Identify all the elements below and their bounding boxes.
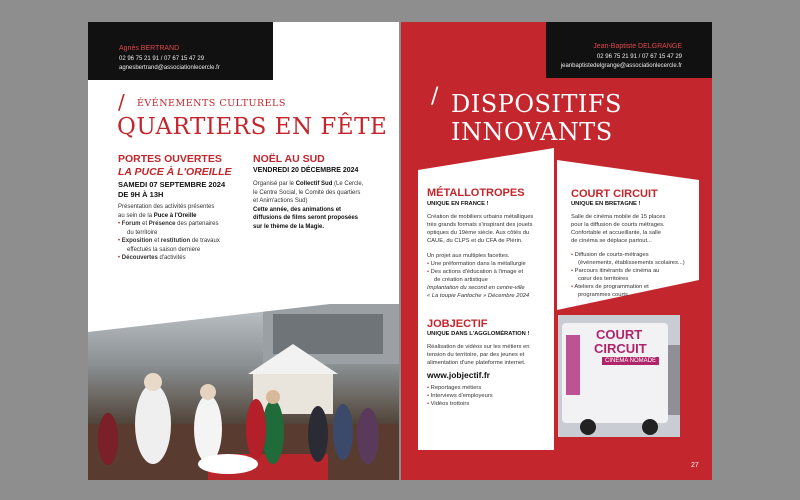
list-item: • Vidéos trottoirs	[427, 401, 470, 407]
metallotropes-sub: UNIQUE EN FRANCE !	[427, 201, 489, 207]
metallotropes-list: • Une préformation dans la métallurgie • Des actions d'éducation à l'image et de création artistique Implantation du second en centre-ville « La toupie Fantoche » Décembre 2024	[427, 261, 530, 299]
page-number: 27	[691, 462, 699, 469]
truck-label-2: CIRCUIT	[594, 341, 647, 356]
list-item: • Diffusion de courts-métrages	[571, 252, 649, 258]
portes-subheading: LA PUCE À L'OREILLE	[118, 166, 232, 178]
noel-text: Organisé par le Collectif Sud (Le Cercle, le Centre Social, le Comité des quartiers et Anim'actions Sud) Cette année, des animations et diffusions de films seront proposées sur le thème de la Magie.	[253, 181, 364, 230]
street-party-photo	[88, 304, 399, 480]
slash-ornament: /	[118, 90, 125, 114]
section-tag: ÉVÉNEMENTS CULTURELS	[137, 98, 286, 109]
list-item: • Ateliers de programmation et	[571, 284, 649, 290]
jobjectif-list	[427, 384, 493, 408]
jobjectif-link[interactable]: www.jobjectif.fr	[427, 370, 490, 380]
contact-name: Jean-Baptiste DELGRANGE	[593, 43, 682, 50]
left-page	[88, 22, 399, 480]
portes-intro: Présentation des activités présentes au sein de la Puce à l'Oreille	[118, 204, 215, 219]
jobjectif-text: Réalisation de vidéos sur les métiers en tension du territoire, par des jeunes et alimentation d'une plateforme internet.	[427, 344, 530, 366]
list-item: • Découvertes d'activités	[118, 255, 186, 261]
photo-scene	[88, 304, 399, 480]
slash-ornament: /	[431, 84, 439, 109]
contact-block-left	[88, 22, 273, 80]
metallotropes-text: Création de mobiliers urbains métalliques très grands formats s'inspirant des jouets optiques du 19ème siècle. Aux côtés du CAUE, du CLPS et du CFA de Plérin.	[427, 214, 534, 244]
portes-heading: PORTES OUVERTES	[118, 153, 222, 165]
contact-phone: 02 96 75 21 91 / 07 67 15 47 29	[596, 54, 682, 60]
court-circuit-text: Salle de cinéma mobile de 15 places pour la diffusion de courts métrages. Confortable et accueillante, la salle de cinéma se déplace partout...	[571, 214, 666, 244]
cinema-truck-photo	[558, 315, 680, 437]
contact-phone: 02 96 75 21 91 / 07 67 15 47 29	[119, 56, 205, 62]
jobjectif-sub: UNIQUE DANS L'AGGLOMÉRATION !	[427, 331, 530, 337]
noel-date: VENDREDI 20 DÉCEMBRE 2024	[253, 167, 359, 174]
contact-email[interactable]: jeanbaptistedelgrange@associationlecercle.fr	[560, 63, 682, 69]
court-circuit-heading: COURT CIRCUIT	[571, 188, 658, 200]
list-item: • Des actions d'éducation à l'image et	[427, 269, 524, 275]
list-item: • Forum et Présence des partenaires	[118, 221, 219, 227]
list-item: • Exposition et restitution de travaux	[118, 238, 220, 244]
page-title: QUARTIERS EN FÊTE	[117, 114, 388, 140]
list-item: • Reportages métiers	[427, 385, 482, 391]
contact-email[interactable]: agnesbertrand@associationlecercle.fr	[119, 65, 220, 71]
list-item: • Une préformation dans la métallurgie	[427, 261, 526, 267]
list-item: • Parcours itinérants de cinéma au	[571, 268, 660, 274]
court-circuit-list: • Diffusion de courts-métrages (événements, établissements scolaires...) • Parcours itinérants de cinéma au cœur des territoires • Ateliers de programmation et programmes courts	[571, 252, 685, 298]
portes-date: SAMEDI 07 SEPTEMBRE 2024	[118, 180, 226, 189]
jobjectif-heading: JOBJECTIF	[427, 318, 488, 330]
truck-label-1: COURT	[596, 327, 643, 342]
contact-block-right	[546, 22, 712, 78]
metallotropes-heading: MÉTALLOTROPES	[427, 187, 525, 199]
portes-time: DE 9H À 13H	[118, 190, 164, 199]
page-title-line1: DISPOSITIFS	[451, 90, 622, 118]
noel-heading: NOËL AU SUD	[253, 153, 325, 165]
portes-list: • Forum et Présence des partenaires du territoire • Exposition et restitution de travaux effectués la saison dernière • Découvertes d'activités	[118, 221, 220, 261]
list-item: • Interviews d'employeurs	[427, 393, 493, 399]
truck-label-3: CINÉMA NOMADE	[602, 357, 659, 365]
metallotropes-intro: Un projet aux multiples facettes.	[427, 253, 510, 259]
page-title-line2: INNOVANTS	[451, 118, 613, 146]
court-circuit-sub: UNIQUE EN BRETAGNE !	[571, 201, 641, 207]
contact-name: Agnès BERTRAND	[119, 45, 180, 52]
